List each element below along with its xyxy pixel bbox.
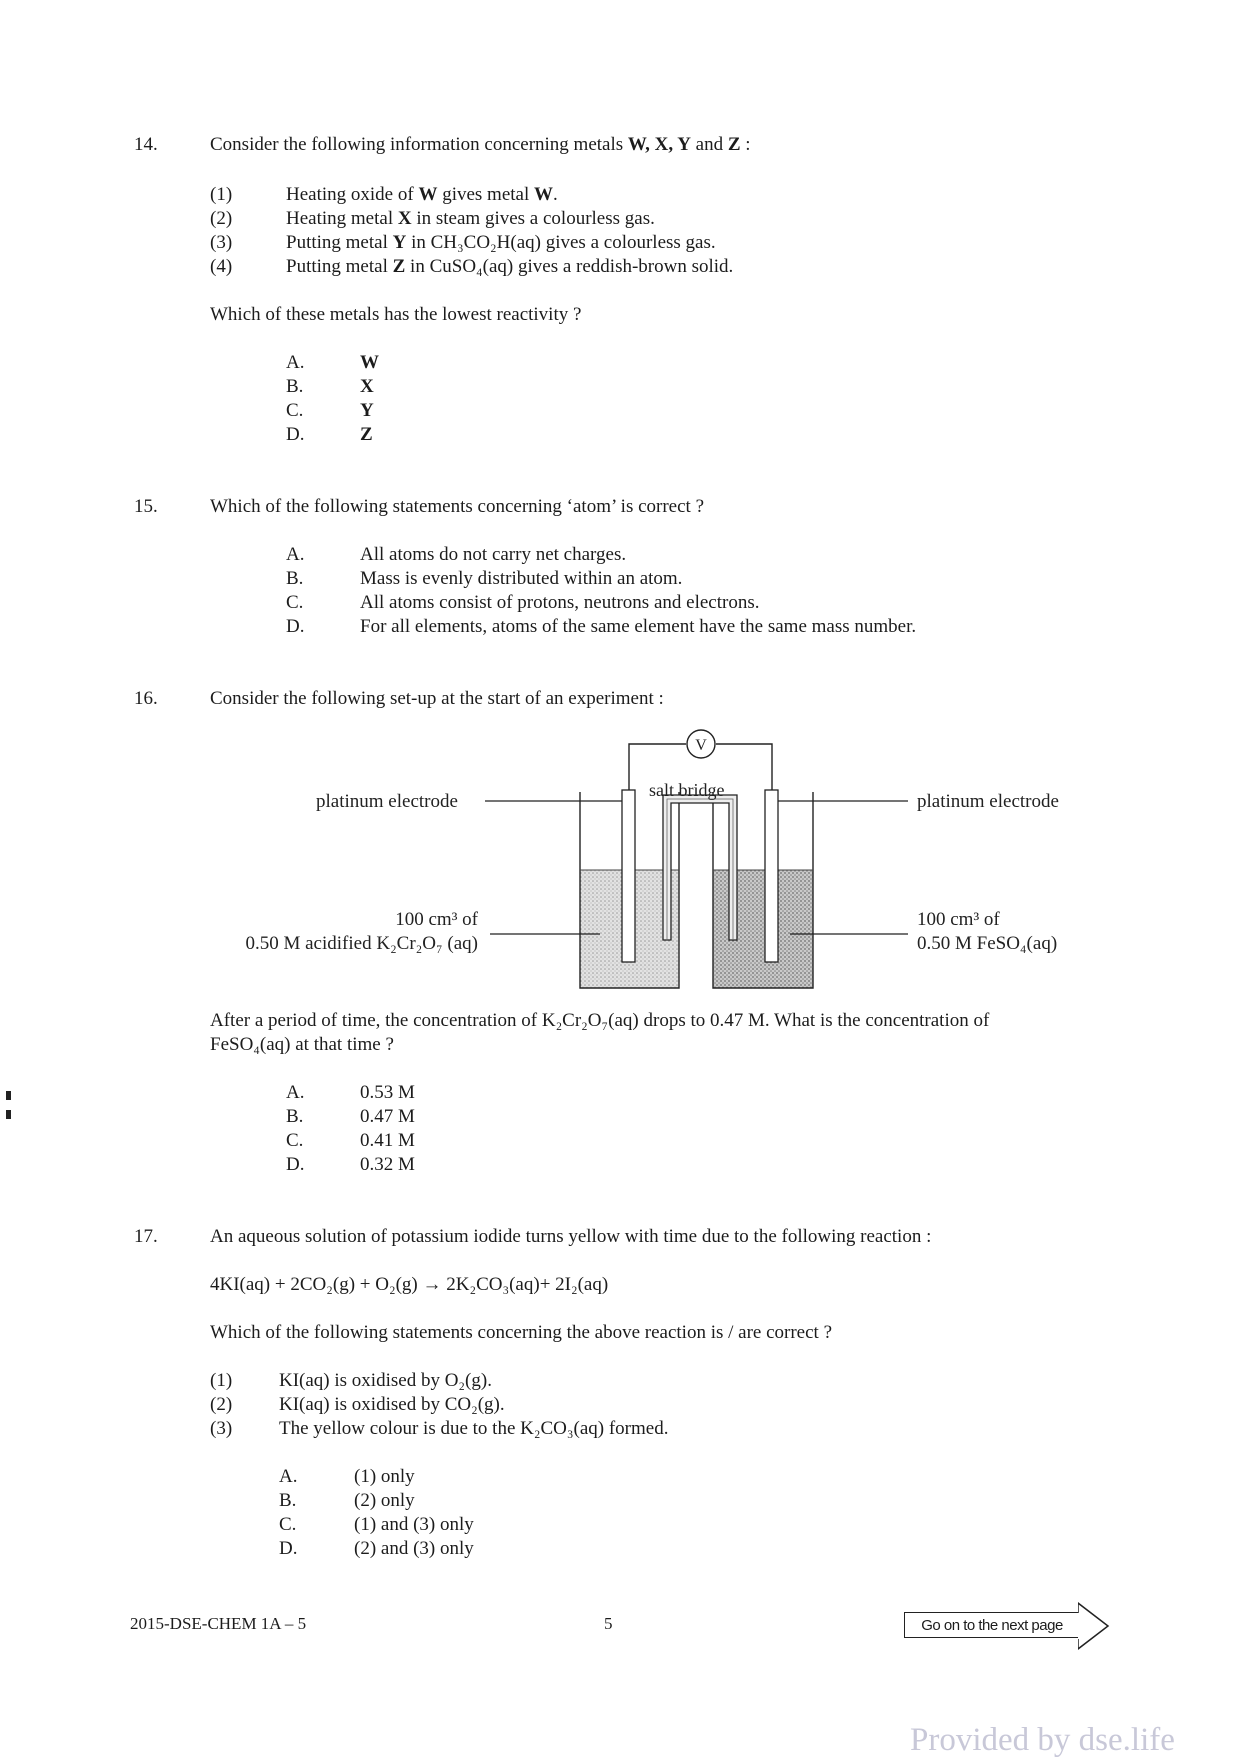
option-text: 0.53 M — [360, 1082, 415, 1103]
left-electrode-label: platinum electrode — [316, 791, 458, 812]
question-stem: Consider the following information concerning metals W, X, Y and Z : — [210, 134, 751, 155]
right-solution-label-1: 100 cm³ of — [917, 909, 1000, 930]
option-letter: D. — [286, 616, 305, 637]
statement-text: Heating metal X in steam gives a colourless gas. — [286, 208, 655, 229]
right-electrode-label: platinum electrode — [917, 791, 1059, 812]
question-prompt: Which of the following statements concerning the above reaction is / are correct ? — [210, 1322, 832, 1343]
watermark-text: Provided by dse.life — [910, 1722, 1175, 1758]
right-platinum-electrode — [765, 790, 778, 962]
question-stem: Which of the following statements concerning ‘atom’ is correct ? — [210, 496, 704, 517]
statement-text: Putting metal Y in CH₃CO₂H(aq) gives a colourless gas. — [286, 232, 716, 253]
option-text: W — [360, 352, 379, 373]
statement-text: Putting metal Z in CuSO₄(aq) gives a reddish-brown solid. — [286, 256, 734, 277]
statement-number: (1) — [210, 1370, 233, 1391]
question-prompt: Which of these metals has the lowest reactivity ? — [210, 304, 582, 325]
question-number: 15. — [134, 496, 158, 517]
option-text: All atoms do not carry net charges. — [360, 544, 627, 565]
statement-text: The yellow colour is due to the K₂CO₃(aq) formed. — [279, 1418, 669, 1439]
option-text: (2) only — [354, 1490, 415, 1511]
question-number: 16. — [134, 688, 158, 709]
option-letter: C. — [286, 592, 304, 613]
left-platinum-electrode — [622, 790, 635, 962]
statement-number: (3) — [210, 1418, 233, 1439]
salt-bridge-label: salt bridge — [649, 780, 725, 800]
arrow-right-icon — [1078, 1600, 1112, 1652]
question-stem: Consider the following set-up at the start of an experiment : — [210, 688, 664, 709]
option-text: X — [360, 376, 374, 397]
option-letter: A. — [286, 544, 305, 565]
paper-code: 2015-DSE-CHEM 1A – 5 — [130, 1614, 307, 1633]
option-text: 0.41 M — [360, 1130, 415, 1151]
option-letter: A. — [279, 1466, 298, 1487]
question-number: 14. — [134, 134, 158, 155]
option-letter: A. — [286, 352, 305, 373]
option-letter: A. — [286, 1082, 305, 1103]
option-text: Z — [360, 424, 373, 445]
chemical-equation: 4KI(aq) + 2CO₂(g) + O₂(g) → 2K₂CO₃(aq)+ 2I₂(aq) — [210, 1274, 609, 1295]
margin-mark — [6, 1110, 11, 1119]
next-page-label: Go on to the next page — [904, 1612, 1080, 1638]
option-text: (2) and (3) only — [354, 1538, 474, 1559]
option-letter: D. — [286, 1154, 305, 1175]
right-solution-label-2: 0.50 M FeSO₄(aq) — [917, 933, 1058, 954]
statement-number: (1) — [210, 184, 233, 205]
option-text: 0.32 M — [360, 1154, 415, 1175]
statement-text: KI(aq) is oxidised by CO₂(g). — [279, 1394, 505, 1415]
option-letter: B. — [279, 1490, 297, 1511]
option-text: Mass is evenly distributed within an atom. — [360, 568, 683, 589]
right-beaker — [713, 792, 813, 988]
voltmeter-icon — [687, 730, 715, 758]
option-text: Y — [360, 400, 374, 421]
option-letter: B. — [286, 1106, 304, 1127]
option-letter: B. — [286, 568, 304, 589]
label-leader-lines — [485, 801, 908, 934]
option-text: 0.47 M — [360, 1106, 415, 1127]
margin-mark — [6, 1091, 11, 1100]
question-prompt-line-2: FeSO₄(aq) at that time ? — [210, 1034, 394, 1055]
question-stem: An aqueous solution of potassium iodide turns yellow with time due to the following reaction : — [210, 1226, 932, 1247]
statement-number: (2) — [210, 1394, 233, 1415]
statement-number: (2) — [210, 208, 233, 229]
option-letter: D. — [279, 1538, 298, 1559]
option-letter: C. — [279, 1514, 297, 1535]
option-text: For all elements, atoms of the same element have the same mass number. — [360, 616, 917, 637]
statement-number: (4) — [210, 256, 233, 277]
statement-text: Heating oxide of W gives metal W. — [286, 184, 558, 205]
statement-number: (3) — [210, 232, 233, 253]
question-number: 17. — [134, 1226, 158, 1247]
option-text: (1) only — [354, 1466, 415, 1487]
option-letter: B. — [286, 376, 304, 397]
question-prompt-line-1: After a period of time, the concentration of K₂Cr₂O₇(aq) drops to 0.47 M. What is the concentration of — [210, 1010, 990, 1031]
option-letter: D. — [286, 424, 305, 445]
option-text: (1) and (3) only — [354, 1514, 474, 1535]
option-text: All atoms consist of protons, neutrons and electrons. — [360, 592, 760, 613]
svg-text:V: V — [695, 737, 707, 754]
left-solution-label-1: 100 cm³ of — [395, 909, 478, 930]
page-number: 5 — [604, 1614, 613, 1633]
option-letter: C. — [286, 400, 304, 421]
option-letter: C. — [286, 1130, 304, 1151]
left-solution-label-2: 0.50 M acidified K₂Cr₂O₇ (aq) — [245, 933, 478, 954]
statement-text: KI(aq) is oxidised by O₂(g). — [279, 1370, 492, 1391]
